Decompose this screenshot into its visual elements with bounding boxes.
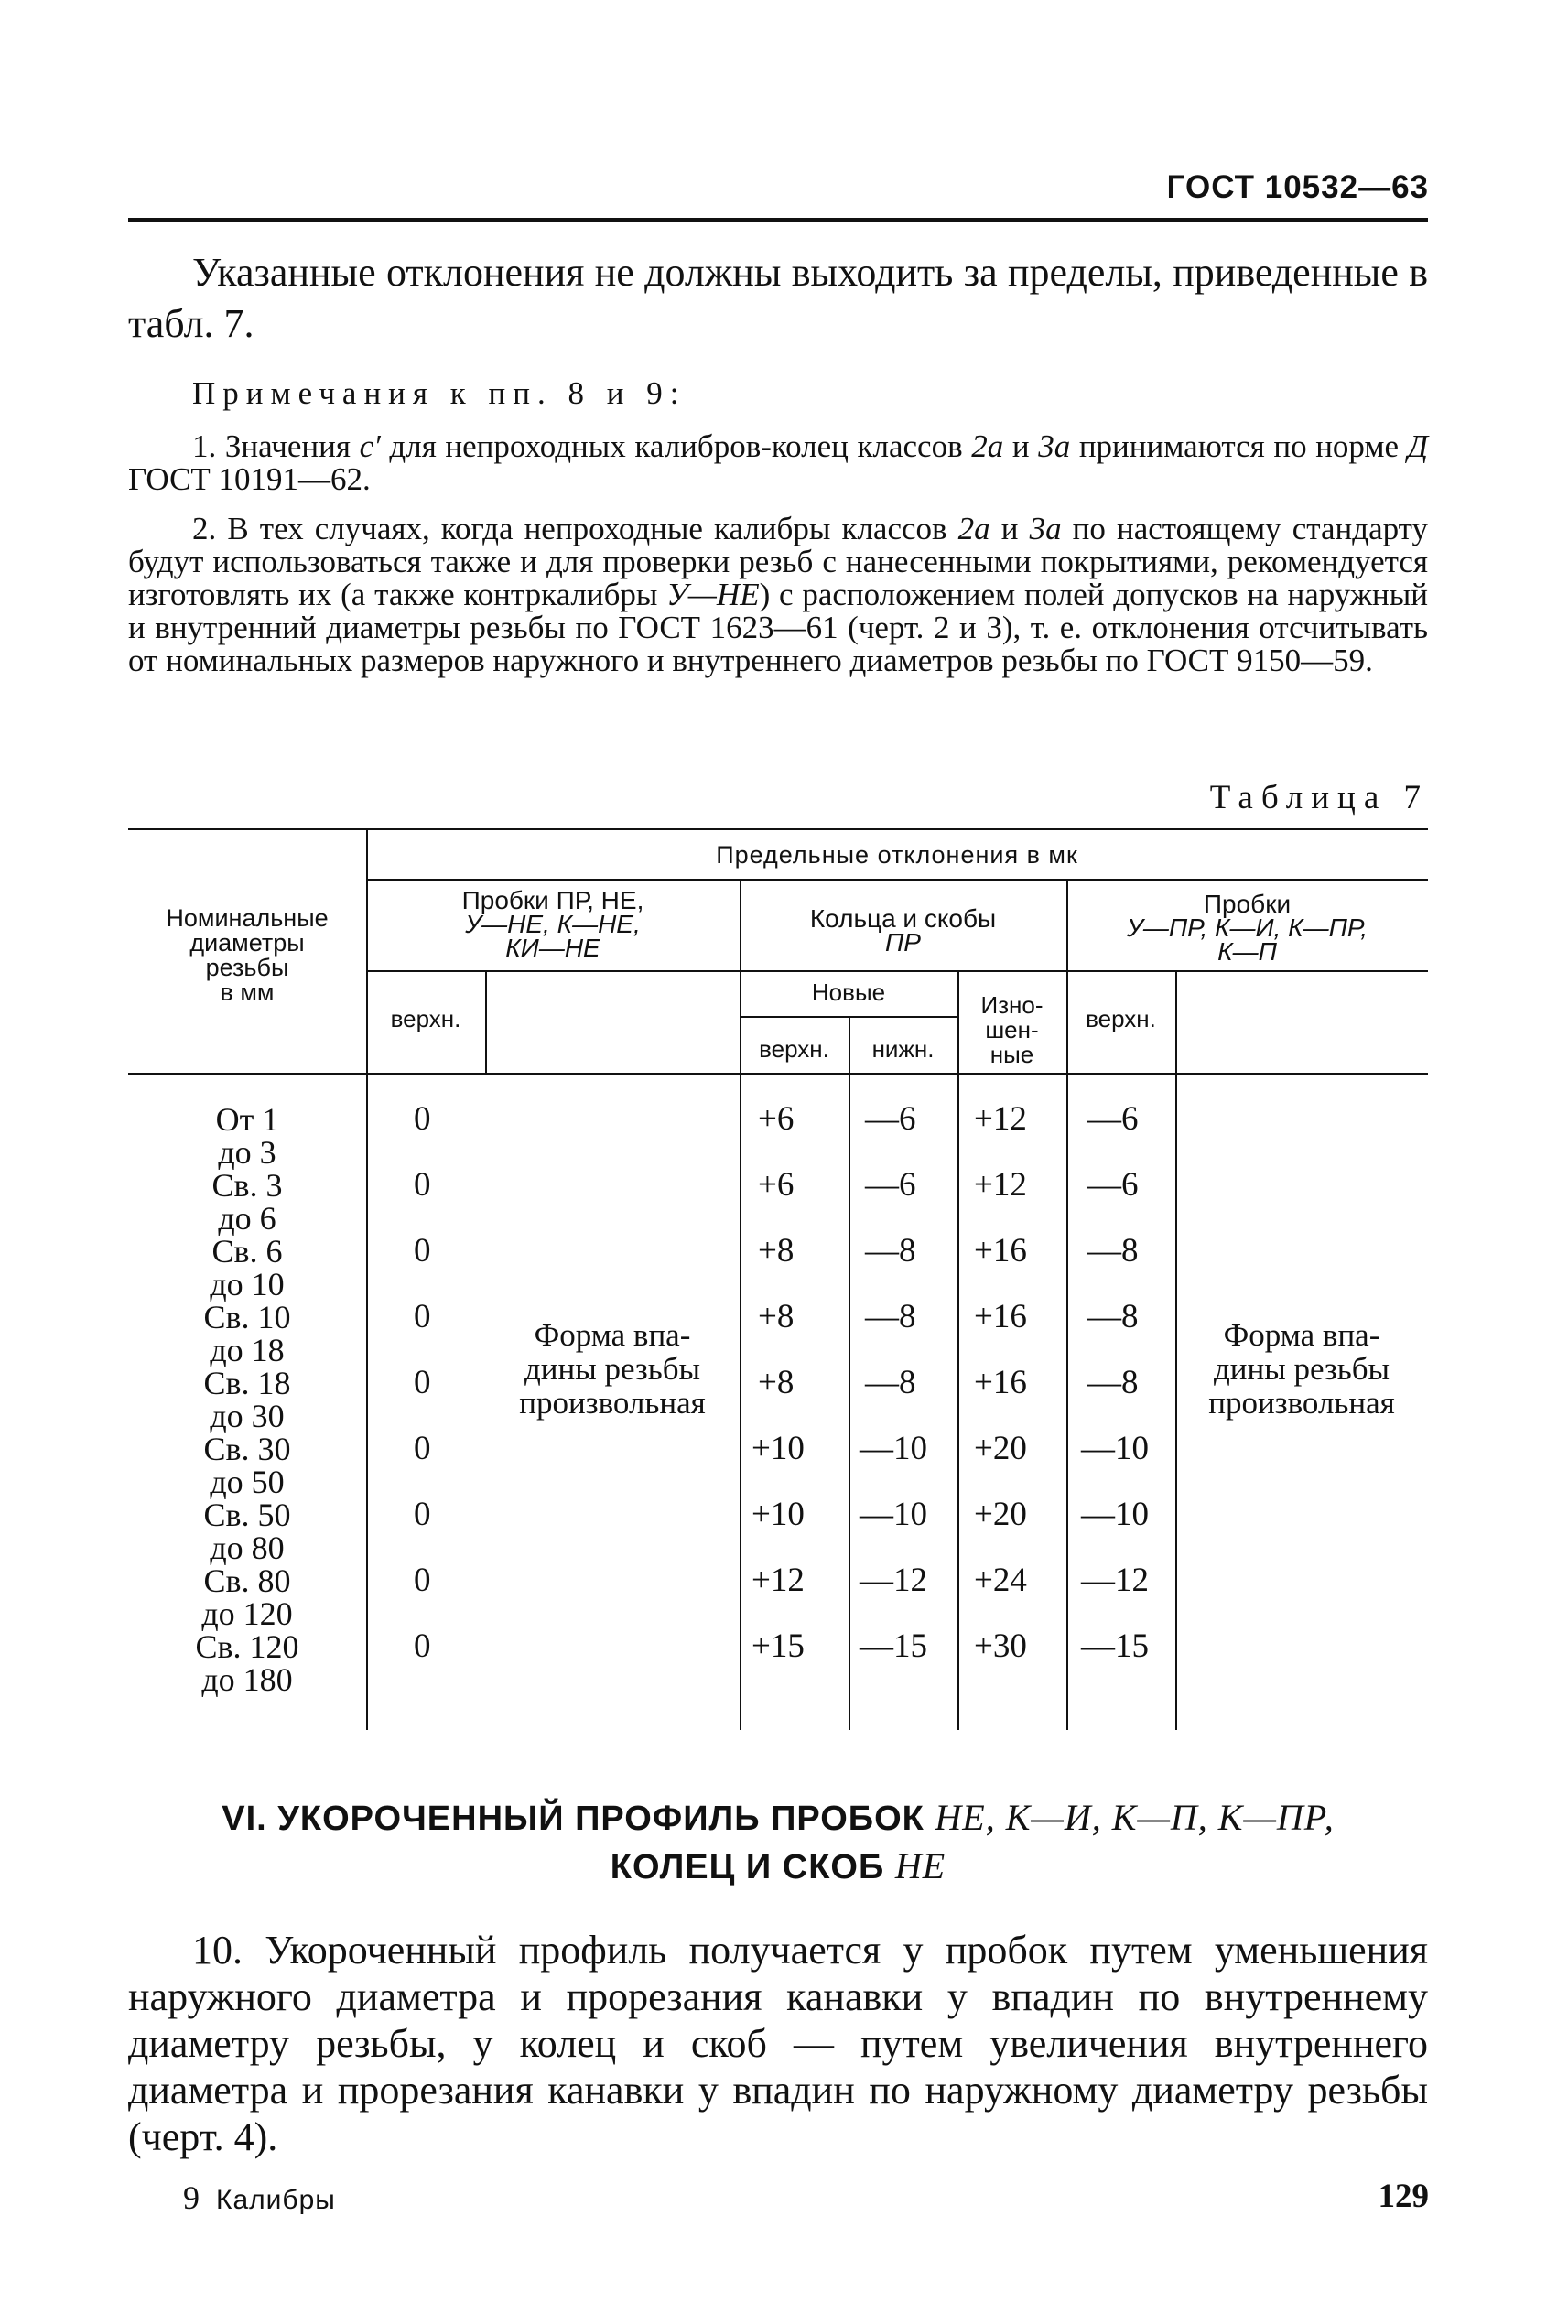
table-col-rule-5	[957, 970, 959, 1730]
head-verkhn-1: верхн.	[390, 1005, 461, 1032]
section-heading	[128, 1794, 1428, 1891]
footer-title: Калибры	[216, 2185, 336, 2215]
intro-paragraph	[128, 247, 1428, 350]
head-probki: Пробки ПР, НЕ, У—НЕ, К—НЕ, КИ—НЕ	[461, 886, 644, 962]
paragraph-10-text: 10. Укороченный профиль получается у пробок путем уменьшения наружного диаметра и прорезания канавки у впадин по внутреннему диаметру резьбы, у колец и скоб — путем увеличения внутреннего диаметра и прорезания канавки у впадин по наружному диаметру резьбы (черт. 4).	[128, 1928, 1428, 2159]
table-col-rule-1	[366, 828, 368, 1730]
head-verkhn-2: верхн.	[759, 1035, 829, 1063]
section-heading-line-1: VI. УКОРОЧЕННЫЙ ПРОФИЛЬ ПРОБОК НЕ, К—И, К—П, К—ПР,	[222, 1797, 1335, 1838]
head-iznoshennye: Изно- шен- ные	[980, 991, 1044, 1068]
notes-title: Примечания к пп. 8 и 9:	[192, 375, 687, 411]
head-nizhn: нижн.	[871, 1035, 935, 1063]
head-limits: Предельные отклонения в мк	[716, 841, 1078, 869]
intro-text: Указанные отклонения не должны выходить за пределы, приведенные в табл. 7.	[128, 250, 1428, 346]
head-probki-2: Пробки У—ПР, К—И, К—ПР, К—П	[1126, 890, 1368, 966]
forma-cell-2: Форма впа- дины резьбы произвольная	[1208, 1317, 1395, 1421]
note-1	[128, 430, 1428, 496]
header-rule	[128, 218, 1428, 222]
table-top-rule	[128, 828, 1428, 830]
table-col-rule-2-head	[485, 970, 487, 1073]
gost-header: ГОСТ 10532—63	[1166, 169, 1429, 205]
forma-cell-1: Форма впа- дины резьбы произвольная	[519, 1317, 706, 1421]
table-rule-limits	[366, 879, 1428, 881]
table-rule-groups	[366, 970, 1428, 972]
table-caption: Таблица 7	[1209, 779, 1429, 816]
section-heading-line-2: КОЛЕЦ И СКОБ НЕ	[610, 1845, 946, 1886]
page-number: 129	[1378, 2178, 1429, 2215]
paragraph-10	[128, 1927, 1428, 2160]
head-novye: Новые	[811, 978, 886, 1006]
head-nominal: Номинальные диаметры резьбы в мм	[166, 904, 329, 1006]
footer-signature	[183, 2178, 336, 2217]
table-7: Номинальные диаметры резьбы в мм Предельные отклонения в мк Пробки ПР, НЕ, У—НЕ, К—НЕ, КИ—НЕ Кольца и скобы ПР Пробки У—ПР, К—И, К—ПР, К—П верхн. Новые верхн. нижн. Изно- шен- ные верхн. Форма впа- дины резьбы произвольная Форма впа- дины резьбы произвольная От 1 до 3 0 +6 —6 +12 —6 Св. 3 до 6 0 +6 —6 +12 —6 Св. 6 до 10 0 +8 —8 +16 —8 Св. 10 до 18 0 +8 —8 +16 —8 Св. 18 до 30 0 +8 —8 +16 —8 Св. 30 до 50 0 +10 —10 +20 —10 Св. 50 до 80 0 +10 —10 +20 —10 Св. 80 до 120 0 +12 —12 +24 —12 Св. 120 до 180 0 +15 —15 +30 —15	[128, 828, 1428, 1730]
head-verkhn-3: верхн.	[1086, 1005, 1156, 1032]
note-2	[128, 513, 1428, 677]
footer-sheet: 9	[183, 2179, 200, 2216]
note-1-text: 1. Значения c′ для непроходных калибров-колец классов 2a и 3a принимаются по норме Д ГОСТ 10191—62.	[128, 428, 1428, 497]
note-2-text: 2. В тех случаях, когда непроходные калибры классов 2a и 3a по настоящему стандарту будут использоваться также и для проверки резьб с нанесенными покрытиями, рекомендуется изготовлять их (а также контркалибры У—НЕ) с расположением полей допусков на наружный и внутренний диаметры резьбы по ГОСТ 1623—61 (черт. 2 и 3), т. е. отклонения отсчитывать от номинальных размеров наружного и внутреннего диаметров резьбы по ГОСТ 9150—59.	[128, 511, 1428, 678]
table-head-rule	[128, 1073, 1428, 1075]
table-col-rule-4	[849, 1016, 850, 1730]
head-koltsa: Кольца и скобы ПР	[809, 904, 997, 957]
table-col-rule-3	[740, 879, 741, 1730]
